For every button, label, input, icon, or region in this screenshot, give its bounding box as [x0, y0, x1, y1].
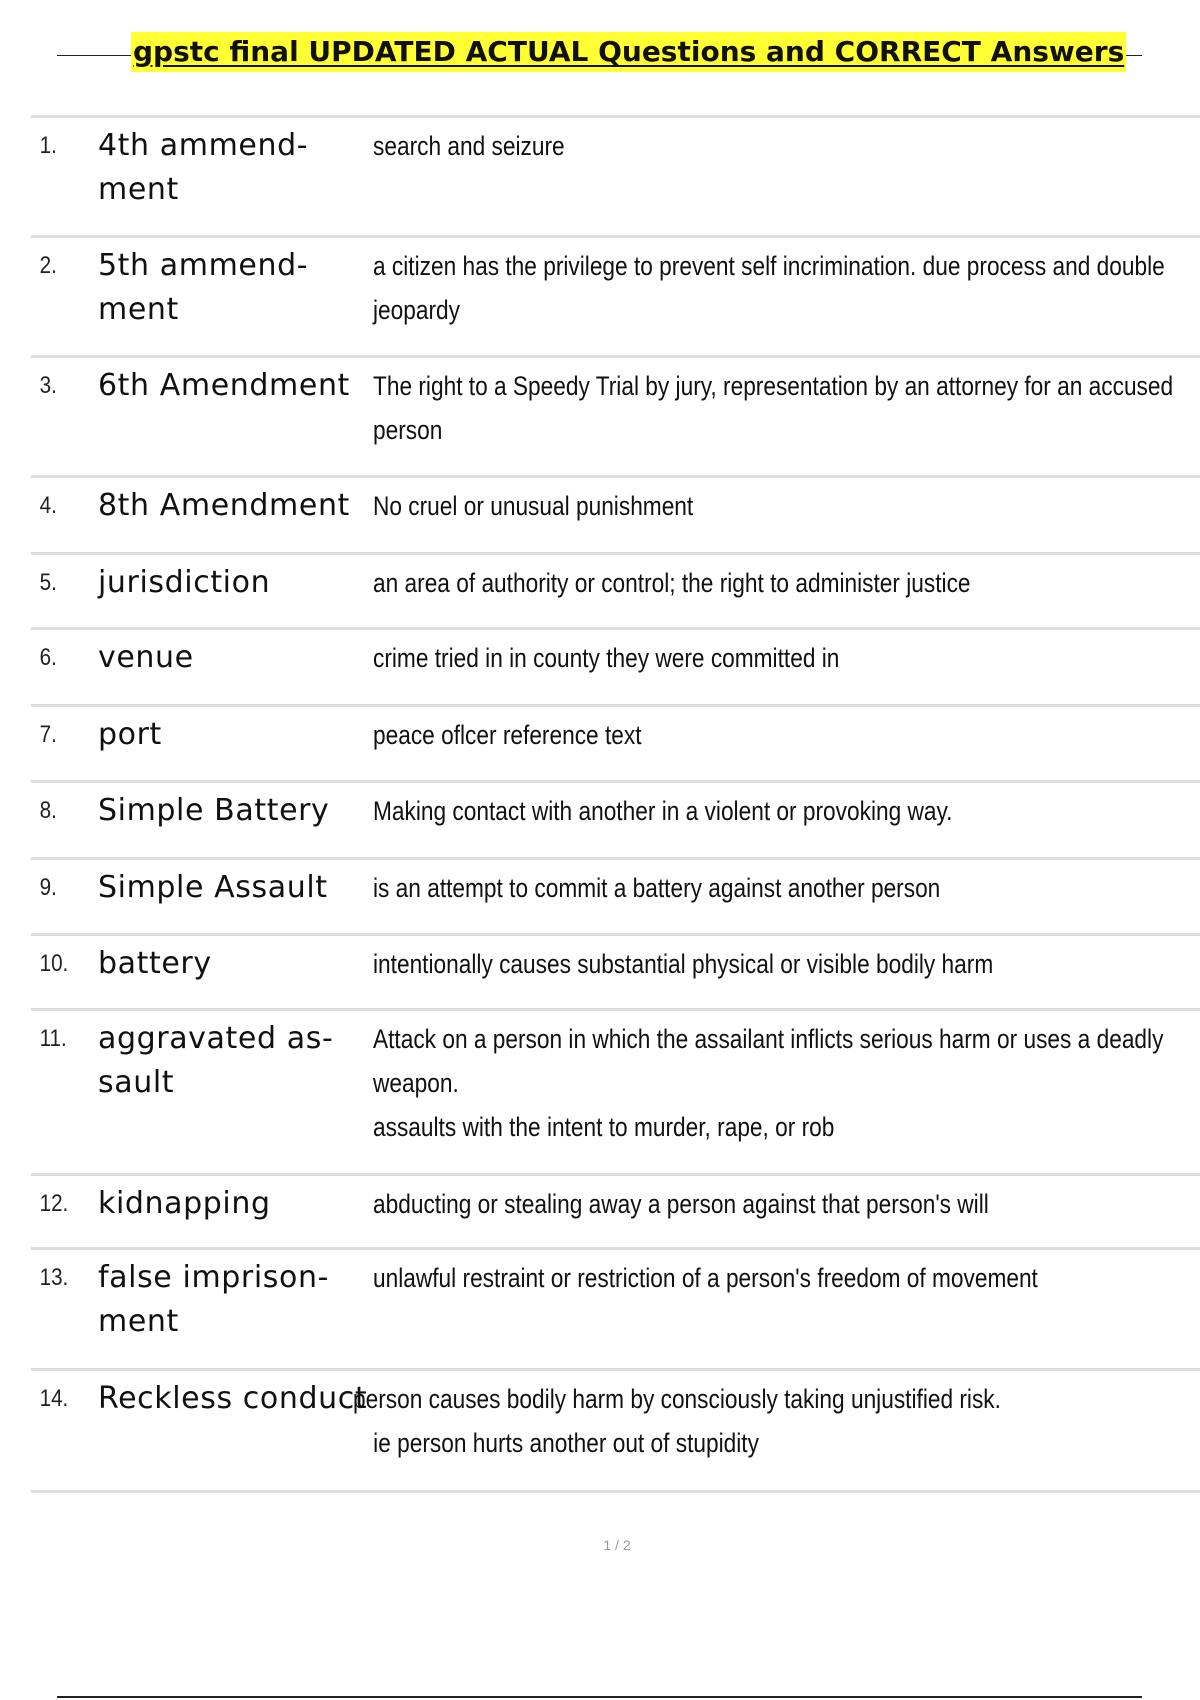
item-number: 11.	[39, 1025, 67, 1052]
item-number: 4.	[39, 492, 57, 519]
item-definition: The right to a Speedy Trial by jury, representation by an attorney for an accused person	[373, 371, 1174, 445]
page-indicator: 1 / 2	[603, 1537, 631, 1553]
qa-row	[31, 707, 1200, 783]
item-number: 12.	[39, 1190, 69, 1217]
title-row	[57, 30, 1142, 76]
qa-row	[31, 1371, 1200, 1493]
item-term: kidnapping	[98, 1186, 271, 1221]
item-number: 7.	[39, 721, 57, 748]
item-number: 10.	[39, 950, 69, 977]
item-term: Reckless conduct	[98, 1381, 368, 1416]
item-definition: crime tried in in county they were committed in	[373, 643, 840, 673]
qa-row	[31, 555, 1200, 630]
item-term: 6th Amendment	[98, 368, 350, 403]
item-definition-line-1: person causes bodily harm by consciously taking unjustified risk.	[353, 1384, 1001, 1414]
item-term: venue	[98, 640, 194, 675]
item-term: battery	[98, 946, 212, 981]
item-definition: intentionally causes substantial physical or visible bodily harm	[373, 949, 994, 979]
item-number: 14.	[39, 1385, 69, 1412]
qa-row	[31, 1250, 1200, 1371]
qa-row	[31, 1176, 1200, 1250]
item-definition: Attack on a person in which the assailant inflicts serious harm or uses a deadly weapon. assaults with the intent to murder, rape, or rob	[373, 1024, 1164, 1142]
item-definition: No cruel or unusual punishment	[373, 491, 694, 521]
item-number: 13.	[39, 1264, 69, 1291]
item-term: port	[98, 717, 162, 752]
item-term: 4th ammend- ment	[98, 128, 309, 207]
qa-row	[31, 630, 1200, 707]
item-definition-line-2: ie person hurts another out of stupidity	[373, 1428, 759, 1458]
item-number: 8.	[39, 797, 57, 824]
item-term: Simple Battery	[98, 793, 330, 828]
qa-row	[31, 358, 1200, 478]
item-term: aggravated as- sault	[98, 1021, 334, 1100]
item-definition: a citizen has the privilege to prevent self incrimination. due process and double jeopardy	[373, 251, 1165, 325]
item-definition: search and seizure	[373, 131, 565, 161]
qa-row	[31, 860, 1200, 936]
item-definition: Making contact with another in a violent or provoking way.	[373, 796, 953, 826]
qa-row	[31, 478, 1200, 555]
item-number: 1.	[39, 132, 57, 159]
item-definition: abducting or stealing away a person against that person's will	[373, 1189, 989, 1219]
item-number: 6.	[39, 644, 57, 671]
qa-row	[31, 936, 1200, 1011]
item-number: 5.	[39, 569, 57, 596]
item-number: 3.	[39, 372, 57, 399]
item-definition	[353, 1371, 1200, 1490]
item-term: false imprison- ment	[98, 1260, 329, 1339]
item-term: Simple Assault	[98, 870, 328, 905]
qa-row	[31, 1011, 1200, 1176]
item-definition: peace oflcer reference text	[373, 720, 642, 750]
item-term: jurisdiction	[98, 565, 271, 600]
item-number: 9.	[39, 874, 57, 901]
item-definition: unlawful restraint or restriction of a person's freedom of movement	[373, 1263, 1038, 1293]
item-term: 5th ammend- ment	[98, 248, 309, 327]
item-number: 2.	[39, 252, 57, 279]
qa-row	[31, 238, 1200, 358]
item-definition: an area of authority or control; the right to administer justice	[373, 568, 971, 598]
qa-table	[31, 115, 1200, 1493]
document-title: gpstc final UPDATED ACTUAL Questions and CORRECT Answers	[131, 32, 1126, 72]
item-term: 8th Amendment	[98, 488, 350, 523]
qa-row	[31, 118, 1200, 238]
qa-row	[31, 783, 1200, 860]
item-definition: is an attempt to commit a battery against another person	[373, 873, 941, 903]
footer-rule	[57, 1696, 1142, 1698]
